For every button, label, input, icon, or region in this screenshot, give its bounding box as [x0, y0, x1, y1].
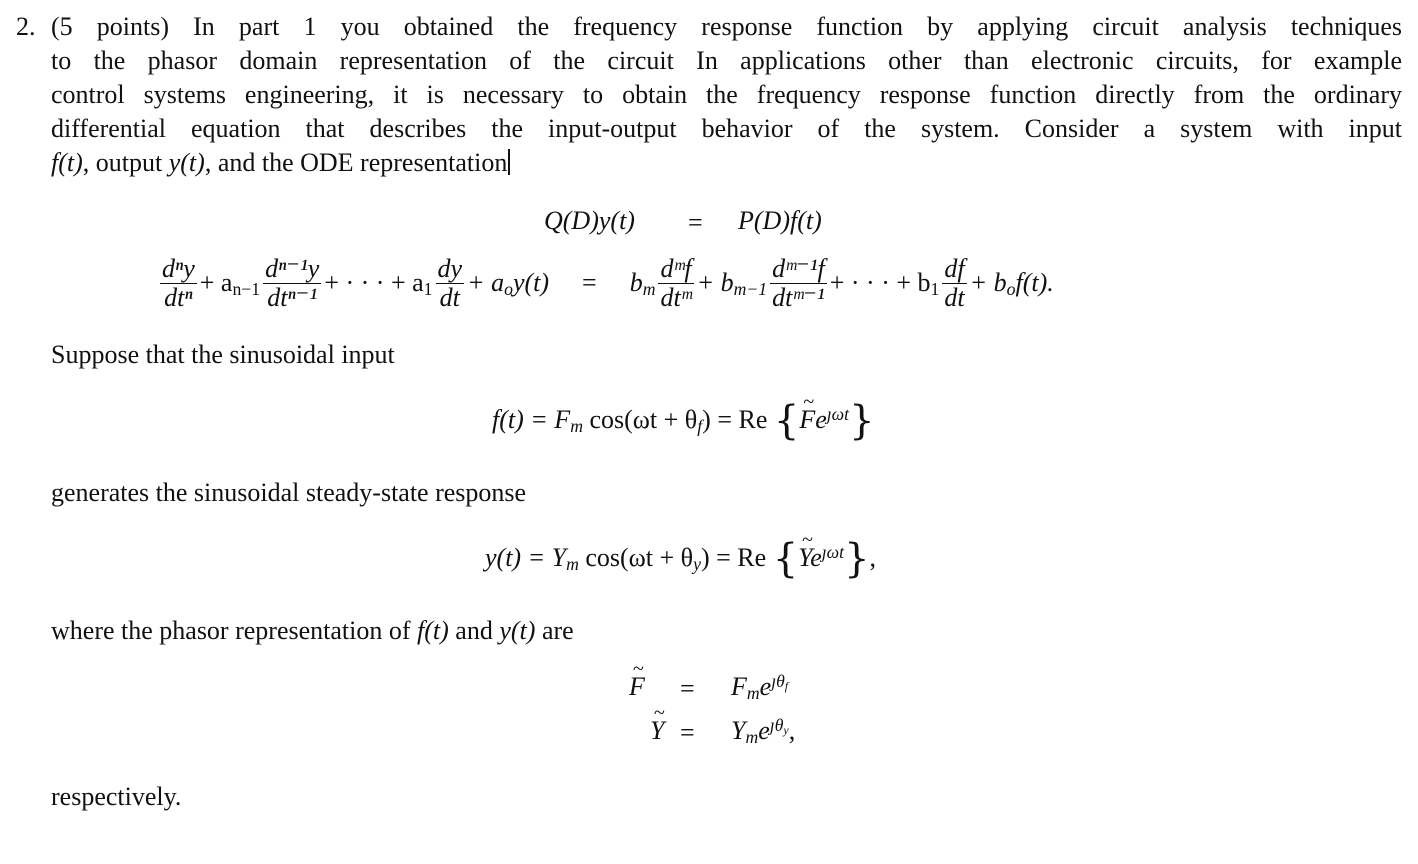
problem-line-1: (5 points) In part 1 you obtained the frequency response function by applying circuit analysis techniques: [51, 12, 1402, 41]
term-dy: $\frac{dy}{dt}$: [437, 253, 463, 312]
problem-line-5: [51, 146, 1402, 180]
ode-equals: =: [582, 268, 597, 297]
paragraph-respectively: respectively.: [51, 782, 182, 811]
text-ode-rep: , and the ODE representation: [204, 148, 508, 177]
term-df: $\frac{df}{dt}$: [944, 253, 965, 312]
term-dmf: $\frac{\text{dᵐf}}{\text{dtᵐ}}$: [660, 253, 692, 312]
eq-operator-lhs: Q(D)y(t): [544, 206, 635, 235]
phasor-F-rhs: $F_me^{ȷ\theta_f}$: [731, 671, 789, 704]
text-output: , output: [82, 148, 169, 177]
term-dm1f: $\frac{\text{dᵐ⁻¹f}}{\text{dtᵐ⁻¹}}$: [772, 253, 825, 312]
paragraph-sinusoidal-input: Suppose that the sinusoidal input: [51, 340, 395, 369]
term-dny: $\frac{\text{dⁿy}}{\text{dtⁿ}}$: [162, 253, 195, 312]
text-cursor: [508, 149, 510, 175]
output-symbol: y(t): [168, 148, 205, 177]
problem-line-2: to the phasor domain representation of the circuit In applications other than electronic circuits, for example: [51, 46, 1402, 75]
eq-operator-equals: =: [688, 208, 703, 237]
problem-line-3: control systems engineering, it is necessary to obtain the frequency response function directly from the ordinary: [51, 80, 1402, 109]
phasor-Y-equals: =: [680, 718, 695, 747]
eq-operator-rhs: P(D)f(t): [738, 206, 822, 235]
problem-statement: [16, 10, 1402, 180]
phasor-F-lhs: ~ F: [629, 672, 645, 702]
eq-output-sinusoid: $y(t) = Y_m$ $\cos(\omega t + \theta_y) = Re$ {~ $Ye^{ȷ\omega t}$},: [485, 536, 876, 582]
problem-number: 2.: [16, 12, 36, 41]
term-dn1y: $\frac{\text{dⁿ⁻¹y}}{\text{dtⁿ⁻¹}}$: [265, 253, 320, 312]
input-symbol: f(t): [51, 148, 83, 177]
eq-input-sinusoid: $f(t) = F_m$ $\cos(\omega t + \theta_f) = Re$ {~ $Fe^{ȷ\omega t}$}: [492, 398, 875, 444]
ode-equation: $\frac{\text{dⁿy}}{\text{dtⁿ}}$ + $a_{n-1}$ $\frac{\text{dⁿ⁻¹y}}{\text{dtⁿ⁻¹}}$ + · · · + $a_1$ $\frac{dy}{dt}$ + $a_oy(t)$ = $b_m$ $\frac{\text{dᵐf}}{\text{dtᵐ}}$ + $b_{m-1}$ $\frac{\text{dᵐ⁻¹f}}{\text{dtᵐ⁻¹}}$ + · · · + $b_1$ $\frac{df}{dt}$ + $b_of(t)$.: [162, 253, 1054, 312]
problem-body: [51, 10, 1402, 180]
phasor-F-equals: =: [680, 674, 695, 703]
phasor-Y-lhs: ~ Y: [650, 716, 664, 746]
problem-line-4: differential equation that describes the input-output behavior of the system. Consider a system with input: [51, 114, 1402, 143]
paragraph-phasor-rep: where the phasor representation of f(t) and y(t) are: [51, 616, 574, 645]
paragraph-steady-state: generates the sinusoidal steady-state response: [51, 478, 527, 507]
phasor-Y-rhs: $Y_me^{ȷ\theta_y}$,: [731, 715, 796, 748]
